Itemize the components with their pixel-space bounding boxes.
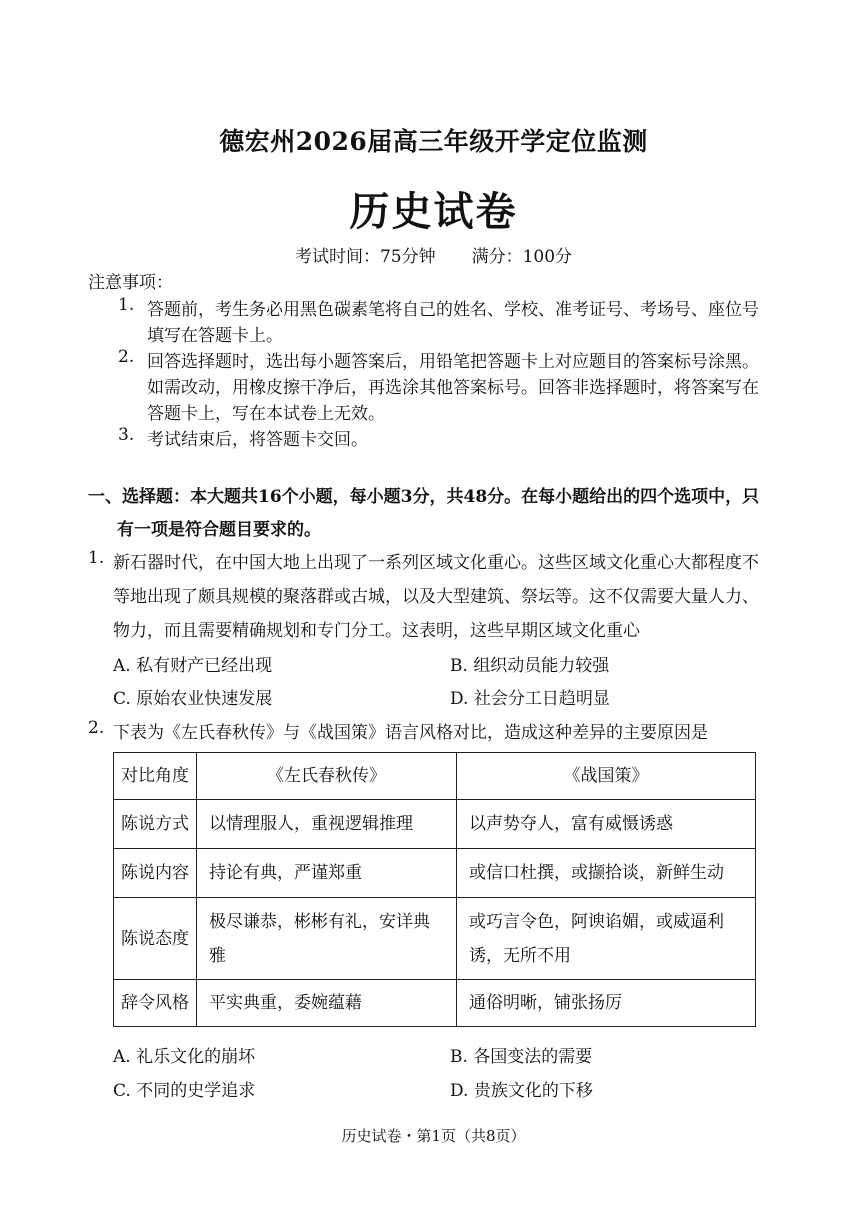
question-stem-line: 等地出现了颇具规模的聚落群或古城，以及大型建筑、祭坛等。这不仅需要大量人力、	[113, 587, 759, 607]
exam-time: 考试时间：75分钟	[294, 247, 436, 267]
notice-heading: 注意事项：	[88, 273, 173, 293]
notice-item-line: 答题卡上，写在本试卷上无效。	[147, 404, 385, 424]
notice-item-number: 2.	[118, 347, 135, 367]
option-d[interactable]	[450, 1076, 593, 1101]
table-row	[114, 980, 756, 1027]
option-b[interactable]	[450, 651, 609, 676]
table-header-cell: 对比角度	[114, 753, 197, 800]
notice-item-line: 回答选择题时，选出每小题答案后，用铅笔把答题卡上对应题目的答案标号涂黑。	[147, 352, 759, 372]
table-cell-zhan: 或巧言令色，阿谀谄媚，或威逼利诱，无所不用	[457, 898, 756, 980]
option-label: C.	[113, 1081, 131, 1101]
notice-item-line: 考试结束后，将答题卡交回。	[147, 430, 368, 450]
page-footer: 历史试卷・第1页（共8页）	[341, 1127, 526, 1145]
option-text: 原始农业快速发展	[136, 689, 273, 709]
question-number: 1.	[88, 548, 105, 568]
option-text: 贵族文化的下移	[473, 1081, 593, 1101]
section-heading-continued: 有一项是符合题目要求的。	[117, 520, 321, 540]
option-text: 不同的史学追求	[136, 1081, 256, 1101]
option-label: D.	[450, 689, 469, 709]
table-cell-aspect: 陈说态度	[114, 898, 197, 980]
section-heading: 一、选择题：本大题共16个小题，每小题3分，共48分。在每小题给出的四个选项中，只	[88, 487, 760, 507]
table-cell-zhan: 以声势夺人，富有威慑诱惑	[457, 800, 756, 849]
notice-item-number: 3.	[118, 425, 135, 445]
notice-item-line: 答题前，考生务必用黑色碳素笔将自己的姓名、学校、准考证号、考场号、座位号	[147, 300, 759, 320]
option-c[interactable]	[113, 1076, 255, 1101]
option-label: B.	[450, 656, 468, 676]
notice-item-line: 如需改动，用橡皮擦干净后，再选涂其他答案标号。回答非选择题时，将答案写在	[147, 378, 759, 398]
table-cell-aspect: 辞令风格	[114, 980, 197, 1027]
exam-meta	[0, 242, 867, 267]
option-label: A.	[113, 656, 131, 676]
option-text: 组织动员能力较强	[473, 656, 610, 676]
table-cell-zuo: 持论有典，严谨郑重	[197, 849, 457, 898]
notice-item-number: 1.	[118, 295, 135, 315]
notice-item-line: 填写在答题卡上。	[147, 326, 283, 346]
table-cell-zuo: 平实典重，委婉蕴藉	[197, 980, 457, 1027]
option-c[interactable]	[113, 684, 272, 709]
exam-title: 德宏州2026届高三年级开学定位监测	[219, 127, 648, 156]
option-label: B.	[450, 1047, 468, 1067]
option-label: D.	[450, 1081, 469, 1101]
table-cell-zhan: 通俗明晰，铺张扬厉	[457, 980, 756, 1027]
option-b[interactable]	[450, 1042, 592, 1067]
table-header-row	[114, 753, 756, 800]
table-cell-zhan: 或信口杜撰，或撷拾谈，新鲜生动	[457, 849, 756, 898]
table-row	[114, 898, 756, 980]
table-cell-aspect: 陈说方式	[114, 800, 197, 849]
option-text: 社会分工日趋明显	[473, 689, 610, 709]
table-row	[114, 849, 756, 898]
option-text: 各国变法的需要	[473, 1047, 593, 1067]
option-a[interactable]	[113, 1042, 255, 1067]
table-cell-zuo: 极尽谦恭，彬彬有礼，安详典雅	[197, 898, 457, 980]
full-score: 满分：100分	[471, 247, 573, 267]
table-cell-aspect: 陈说内容	[114, 849, 197, 898]
option-d[interactable]	[450, 684, 610, 709]
option-label: A.	[113, 1047, 131, 1067]
option-text: 私有财产已经出现	[136, 656, 273, 676]
question-stem-line: 新石器时代，在中国大地上出现了一系列区域文化重心。这些区域文化重心大都程度不	[113, 553, 759, 573]
question-stem-line: 下表为《左氏春秋传》与《战国策》语言风格对比，造成这种差异的主要原因是	[113, 723, 708, 743]
question-number: 2.	[88, 718, 105, 738]
table-cell-zuo: 以情理服人，重视逻辑推理	[197, 800, 457, 849]
comparison-table	[113, 752, 756, 1027]
subject-title: 历史试卷	[349, 188, 518, 235]
option-a[interactable]	[113, 651, 272, 676]
table-header-cell: 《战国策》	[457, 753, 756, 800]
table-row	[114, 800, 756, 849]
option-label: C.	[113, 689, 131, 709]
question-stem-line: 物力，而且需要精确规划和专门分工。这表明，这些早期区域文化重心	[113, 621, 640, 641]
table-header-cell: 《左氏春秋传》	[197, 753, 457, 800]
option-text: 礼乐文化的崩坏	[136, 1047, 256, 1067]
